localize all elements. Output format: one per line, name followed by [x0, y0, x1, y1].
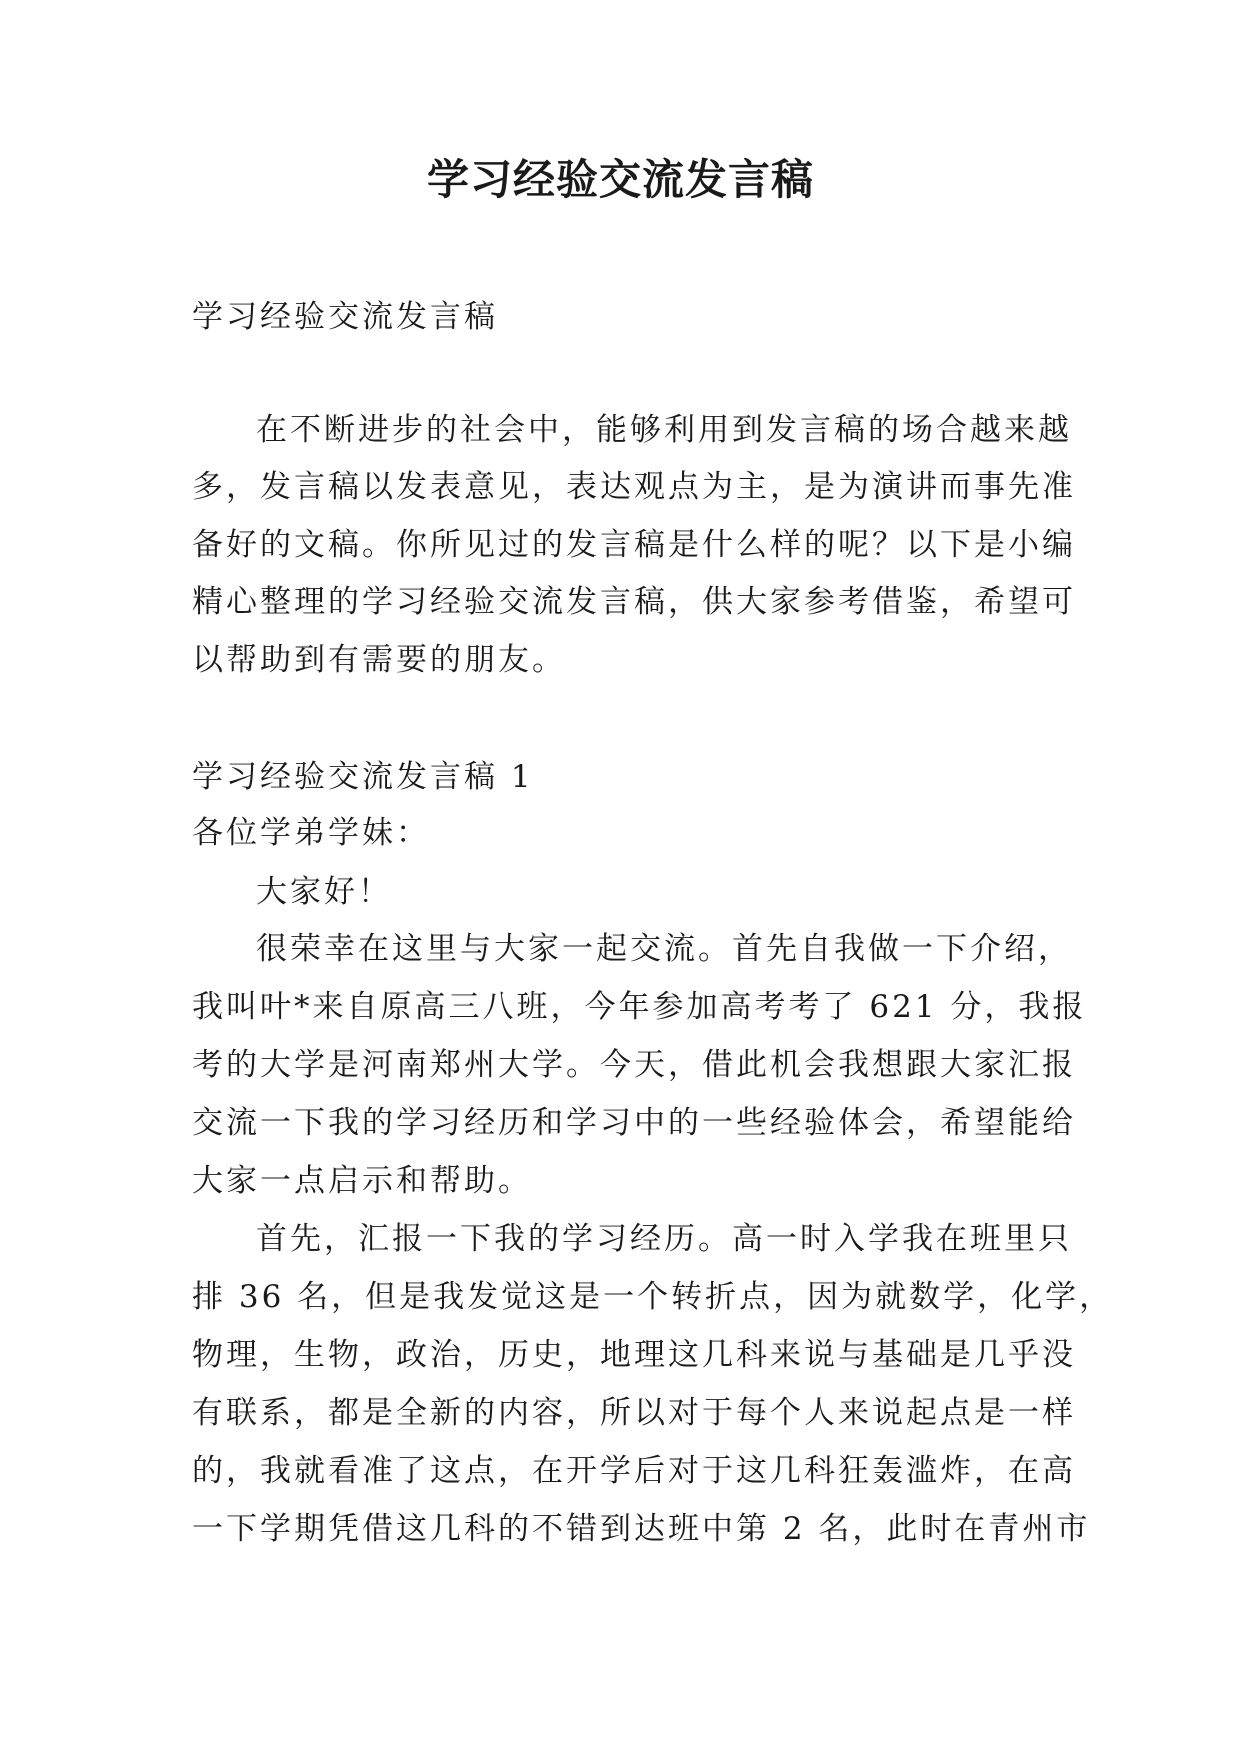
paragraph-line: 我叫叶*来自原高三八班，今年参加高考考了 621 分，我报 [192, 989, 1087, 1025]
paragraph-line: 物理，生物，政治，历史，地理这几科来说与基础是几乎没 [192, 1337, 1076, 1373]
salutation: 各位学弟学妹： [192, 815, 430, 851]
paragraph-line: 有联系，都是全新的内容，所以对于每个人来说起点是一样 [192, 1395, 1076, 1431]
intro-line: 备好的文稿。你所见过的发言稿是什么样的呢？以下是小编 [192, 527, 1076, 563]
section-heading: 学习经验交流发言稿 1 [192, 759, 534, 795]
intro-line: 多，发言稿以发表意见，表达观点为主，是为演讲而事先准 [192, 469, 1076, 505]
paragraph-line: 排 36 名，但是我发觉这是一个转折点，因为就数学，化学， [192, 1279, 1114, 1315]
intro-line: 以帮助到有需要的朋友。 [192, 642, 566, 678]
paragraph-line: 很荣幸在这里与大家一起交流。首先自我做一下介绍， [256, 931, 1072, 967]
paragraph-line: 考的大学是河南郑州大学。今天，借此机会我想跟大家汇报 [192, 1047, 1076, 1083]
paragraph-line: 交流一下我的学习经历和学习中的一些经验体会，希望能给 [192, 1105, 1076, 1141]
greeting: 大家好！ [256, 874, 392, 910]
paragraph-line: 的，我就看准了这点，在开学后对于这几科狂轰滥炸，在高 [192, 1453, 1076, 1489]
paragraph-line: 大家一点启示和帮助。 [192, 1163, 532, 1199]
document-subtitle: 学习经验交流发言稿 [192, 299, 498, 335]
document-title: 学习经验交流发言稿 [426, 155, 814, 204]
paragraph-line: 首先，汇报一下我的学习经历。高一时入学我在班里只 [256, 1221, 1072, 1257]
intro-line: 在不断进步的社会中，能够利用到发言稿的场合越来越 [256, 412, 1072, 448]
intro-line: 精心整理的学习经验交流发言稿，供大家参考借鉴，希望可 [192, 584, 1076, 620]
paragraph-line: 一下学期凭借这几科的不错到达班中第 2 名，此时在青州市 [192, 1511, 1091, 1547]
